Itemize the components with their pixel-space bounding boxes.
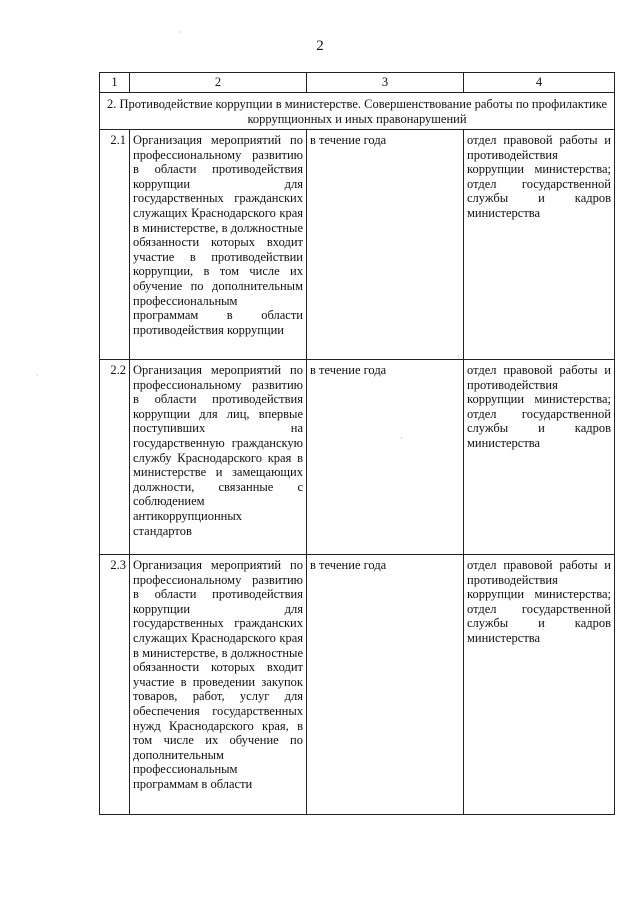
measure-term: в течение года: [307, 555, 464, 815]
scan-speck: ·: [457, 352, 460, 361]
section-row: [100, 93, 615, 130]
measure-description: Организация мероприятий по профессиональному развитию в области противодействия коррупции для лиц, впервые поступивших на государственную гражданскую службу Краснодарского края в министерстве и замещающих должности, связанные с соблюдением антикоррупционных стандартов: [130, 360, 307, 555]
table-row: [100, 555, 615, 815]
section-title: 2. Противодействие коррупции в министерстве. Совершенствование работы по профилактике коррупционных и иных правонарушений: [100, 93, 615, 130]
column-header: 1: [100, 73, 130, 93]
column-header: 2: [130, 73, 307, 93]
column-header: 4: [464, 73, 615, 93]
scan-speck: ·: [400, 434, 403, 443]
scan-speck: ·: [178, 28, 181, 37]
page-number: 2: [316, 38, 324, 54]
row-number: 2.1: [100, 130, 130, 360]
table-header-row: [100, 73, 615, 93]
measure-description: Организация мероприятий по профессиональному развитию в области противодействия коррупции для государственных гражданских служащих Краснодарского края в министерстве, в должностные обязанности которых входит участие в противодействии коррупции, в том числе их обучение по дополнительным профессиональным программам в области противодействия коррупции: [130, 130, 307, 360]
measure-term: в течение года: [307, 130, 464, 360]
measure-executor: отдел правовой работы и противодействия коррупции министерства; отдел государственной службы и кадров министерства: [464, 555, 615, 815]
measure-executor: отдел правовой работы и противодействия коррупции министерства; отдел государственной службы и кадров министерства: [464, 360, 615, 555]
column-header: 3: [307, 73, 464, 93]
measures-table: [99, 72, 615, 815]
scan-speck: ·: [36, 371, 39, 380]
table-row: [100, 130, 615, 360]
row-number: 2.2: [100, 360, 130, 555]
measure-executor: отдел правовой работы и противодействия коррупции министерства; отдел государственной службы и кадров министерства: [464, 130, 615, 360]
row-number: 2.3: [100, 555, 130, 815]
measure-description: Организация мероприятий по профессиональному развитию в области противодействия коррупции для государственных гражданских служащих Краснодарского края в министерстве, в должностные обязанности которых входит участие в проведении закупок товаров, работ, услуг для обеспечения государственных нужд Краснодарского края, в том числе их обучение по дополнительным профессиональным программам в области: [130, 555, 307, 815]
measure-term: в течение года: [307, 360, 464, 555]
table-row: [100, 360, 615, 555]
